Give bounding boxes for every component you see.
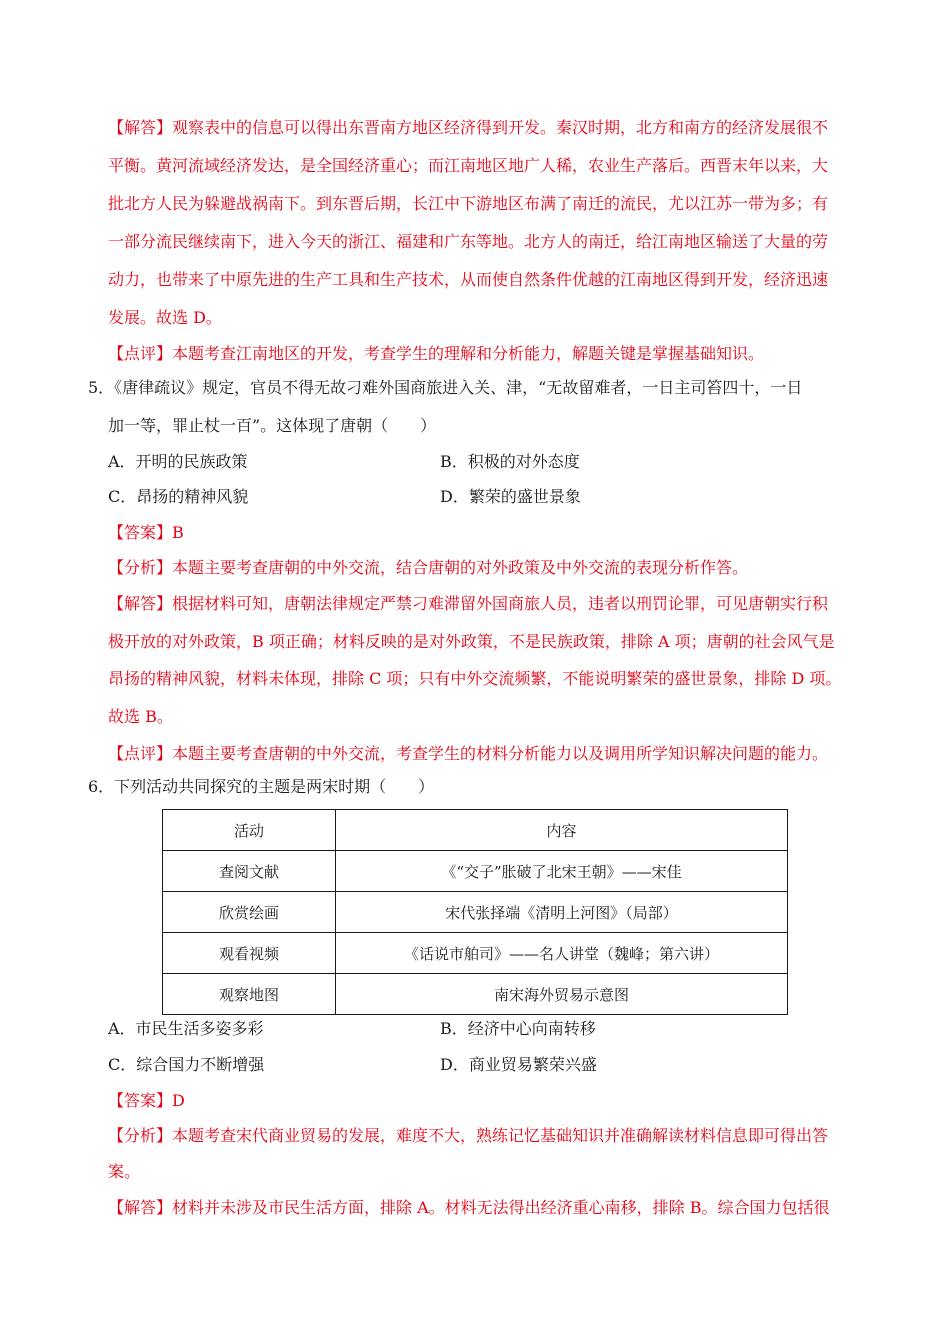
q6-option-b: B．经济中心向南转移 bbox=[440, 1019, 596, 1038]
table-cell-content: 南宋海外贸易示意图 bbox=[336, 974, 788, 1015]
q4-comment: 【点评】本题考查江南地区的开发，考查学生的理解和分析能力，解题关键是掌握基础知识。 bbox=[108, 344, 765, 363]
q6-answer: 【答案】D bbox=[108, 1091, 185, 1110]
q6-option-d: D．商业贸易繁荣兴盛 bbox=[440, 1055, 597, 1074]
table-row bbox=[163, 974, 788, 1015]
table-cell-activity: 查阅文献 bbox=[163, 851, 336, 892]
q5-answer-line-3: 昂扬的精神风貌，材料未体现，排除 C 项；只有中外交流频繁，不能说明繁荣的盛世景象，排除 D 项。 bbox=[108, 669, 842, 688]
q4-answer-line-5: 动力，也带来了中原先进的生产工具和生产技术，从而使自然条件优越的江南地区得到开发，经济迅速 bbox=[108, 270, 829, 289]
table-row bbox=[163, 933, 788, 974]
q5-option-c: C．昂扬的精神风貌 bbox=[108, 487, 249, 506]
q6-answer-line-1: 【解答】材料并未涉及市民生活方面，排除 A。材料无法得出经济重心南移，排除 B。综合国力包括很 bbox=[108, 1198, 830, 1217]
q4-answer-line-2: 平衡。黄河流域经济发达，是全国经济重心；而江南地区地广人稀，农业生产落后。西晋末年以来，大 bbox=[108, 156, 829, 175]
table-row bbox=[163, 892, 788, 933]
q6-option-a: A．市民生活多姿多彩 bbox=[108, 1019, 264, 1038]
q5-option-a: A．开明的民族政策 bbox=[108, 452, 248, 471]
q5-stem-line-1: 5．《唐律疏议》规定，官员不得无故刁难外国商旅进入关、津，“无故留难者，一日主司笞四十，一日 bbox=[88, 378, 803, 397]
q4-answer-line-6: 发展。故选 D。 bbox=[108, 308, 222, 327]
q4-answer-line-4: 一部分流民继续南下，进入今天的浙江、福建和广东等地。北方人的南迁，给江南地区输送了大量的劳 bbox=[108, 232, 829, 251]
q5-answer-line-4: 故选 B。 bbox=[108, 707, 173, 726]
q6-stem: 6．下列活动共同探究的主题是两宋时期（ ） bbox=[88, 777, 435, 796]
q6-option-c: C．综合国力不断增强 bbox=[108, 1055, 265, 1074]
q4-answer-line-1: 【解答】观察表中的信息可以得出东晋南方地区经济得到开发。秦汉时期，北方和南方的经济发展很不 bbox=[108, 118, 829, 137]
table-header-content: 内容 bbox=[336, 810, 788, 851]
table-cell-content: 《话说市舶司》——名人讲堂（魏峰；第六讲） bbox=[336, 933, 788, 974]
table-cell-activity: 欣赏绘画 bbox=[163, 892, 336, 933]
table-header-activity: 活动 bbox=[163, 810, 336, 851]
q5-comment: 【点评】本题主要考查唐朝的中外交流，考查学生的材料分析能力以及调用所学知识解决问题的能力。 bbox=[108, 744, 829, 763]
table-header-row bbox=[163, 810, 788, 851]
q5-answer-line-1: 【解答】根据材料可知，唐朝法律规定严禁刁难滞留外国商旅人员，违者以刑罚论罪，可见唐朝实行积 bbox=[108, 594, 829, 613]
q4-answer-line-3: 批北方人民为躲避战祸南下。到东晋后期，长江中下游地区布满了南迁的流民，尤以江苏一带为多；有 bbox=[108, 194, 829, 213]
q5-answer-line-2: 极开放的对外政策，B 项正确；材料反映的是对外政策，不是民族政策，排除 A 项；唐朝的社会风气是 bbox=[108, 632, 835, 651]
table-cell-activity: 观察地图 bbox=[163, 974, 336, 1015]
q5-analysis: 【分析】本题主要考查唐朝的中外交流，结合唐朝的对外政策及中外交流的表现分析作答。 bbox=[108, 558, 749, 577]
table-row bbox=[163, 851, 788, 892]
q6-activity-table bbox=[162, 809, 788, 1015]
q5-option-b: B．积极的对外态度 bbox=[440, 452, 580, 471]
q6-analysis-line-2: 案。 bbox=[108, 1162, 141, 1181]
q5-option-d: D．繁荣的盛世景象 bbox=[440, 487, 581, 506]
q6-analysis-line-1: 【分析】本题考查宋代商业贸易的发展，难度不大，熟练记忆基础知识并准确解读材料信息即可得出答 bbox=[108, 1126, 829, 1145]
q5-answer: 【答案】B bbox=[108, 523, 184, 542]
table-cell-content: 宋代张择端《清明上河图》（局部） bbox=[336, 892, 788, 933]
table-cell-activity: 观看视频 bbox=[163, 933, 336, 974]
table-cell-content: 《“交子”胀破了北宋王朝》——宋佳 bbox=[336, 851, 788, 892]
q5-stem-line-2: 加一等，罪止杖一百”。这体现了唐朝（ ） bbox=[108, 416, 437, 435]
